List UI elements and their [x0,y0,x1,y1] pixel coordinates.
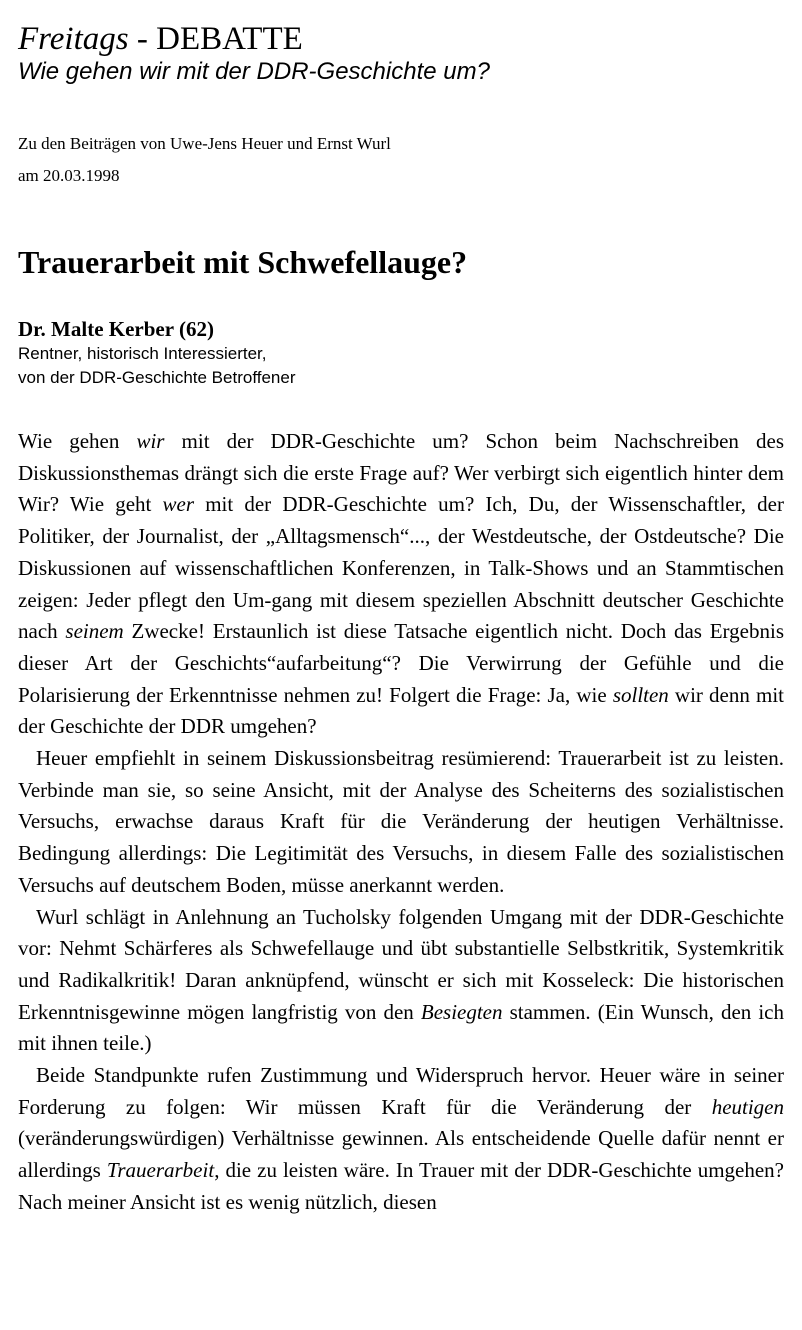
text-run: Wie gehen [18,429,137,453]
emphasis: heutigen [711,1094,784,1119]
author-name: Dr. Malte Kerber (62) [18,317,214,341]
text-run: Wurl schlägt in Anlehnung an Tucholsky folgenden Umgang mit der DDR-Geschichte vor: Nehmt Schärferes als Schwefellauge und übt substantielle Selbstkritik, Systemkritik und Radikalkritik! Daran anknüpfend, wünscht er sich mit Kosseleck: Die historischen Erkenntnisgewinne mögen langfristig von den [18,904,784,1024]
paragraph-2: Heuer empfiehlt in seinem Diskussionsbeitrag resümierend: Trauerarbeit ist zu leisten. Verbinde man sie, so seine Ansicht, mit der Analyse des Scheiterns des sozialistischen Versuchs, erwachse daraus Kraft für die Veränderung der heutigen Verhältnisse. Bedingung allerdings: Die Legitimität des Versuchs, in diesem Falle des sozialistischen Versuchs auf deutschem Boden, müsse anerkannt werden. [18,746,784,897]
masthead-section: DEBATTE [156,21,303,57]
masthead-separator: - [128,21,157,57]
emphasis: wir [136,429,165,453]
text-run: wir denn mit der Geschichte der DDR umgehen? [18,682,784,739]
emphasis: sollten [612,682,669,707]
text-run: Zwecke! Erstaunlich ist diese Tatsache eigentlich nicht. Doch das Ergebnis dieser Art der Geschichts“aufarbeitung“? Die Verwirrung der Gefühle und die Polarisierung der Erkenntnisse nehmen zu! Folgert die Frage: Ja, wie [18,619,784,707]
emphasis: wer [162,492,195,517]
emphasis: Trauerarbeit [106,1158,215,1183]
emphasis: seinem [65,619,124,644]
emphasis: Besiegten [420,999,503,1024]
text-run: , die zu leisten wäre. In Trauer mit der DDR-Geschichte umgehen? Nach meiner Ansicht ist es wenig nützlich, diesen [18,1158,784,1214]
paragraph-4 [18,1060,784,1219]
masthead-brand: Freitags [18,21,129,57]
masthead-topic: Wie gehen wir mit der DDR-Geschichte um? [18,58,490,85]
text-run: stammen. (Ein Wunsch, den ich mit ihnen teile.) [18,999,785,1056]
paragraph-3 [18,902,784,1061]
text-run: mit der DDR-Geschichte um? Schon beim Nachschreiben des Diskussionsthemas drängt sich die erste Frage auf? Wer verbirgt sich eigentlich hinter dem Wir? Wie geht [18,429,784,517]
text-run: Beide Standpunkte rufen Zustimmung und Widerspruch hervor. Heuer wäre in seiner Forderung zu folgen: Wir müssen Kraft für die Veränderung der [18,1063,784,1119]
author-description [18,342,784,390]
article-body [18,426,784,1219]
text-run: (veränderungswürdigen) Verhältnisse gewinnen. Als entscheidende Quelle dafür nennt er allerdings [18,1126,784,1183]
meta-reference: Zu den Beiträgen von Uwe-Jens Heuer und Ernst Wurl [18,134,391,153]
article-title: Trauerarbeit mit Schwefellauge? [18,244,468,280]
paragraph-1 [18,426,784,743]
author-desc-line-2: von der DDR-Geschichte Betroffener [18,368,296,387]
masthead [18,20,784,58]
author-desc-line-1: Rentner, historisch Interessierter, [18,344,267,363]
text-run: mit der DDR-Geschichte um? Ich, Du, der Wissenschaftler, der Politiker, der Journalist, der „Alltagsmensch“..., der Westdeutsche, der Ostdeutsche? Die Diskussionen auf wissenschaftlichen Konferenzen, in Talk-Shows und an Stammtischen zeigen: Jeder pflegt den Um-gang mit diesem speziellen Abschnitt deutscher Geschichte nach [18,492,784,644]
meta-date: am 20.03.1998 [18,166,120,185]
article-meta [18,128,784,192]
